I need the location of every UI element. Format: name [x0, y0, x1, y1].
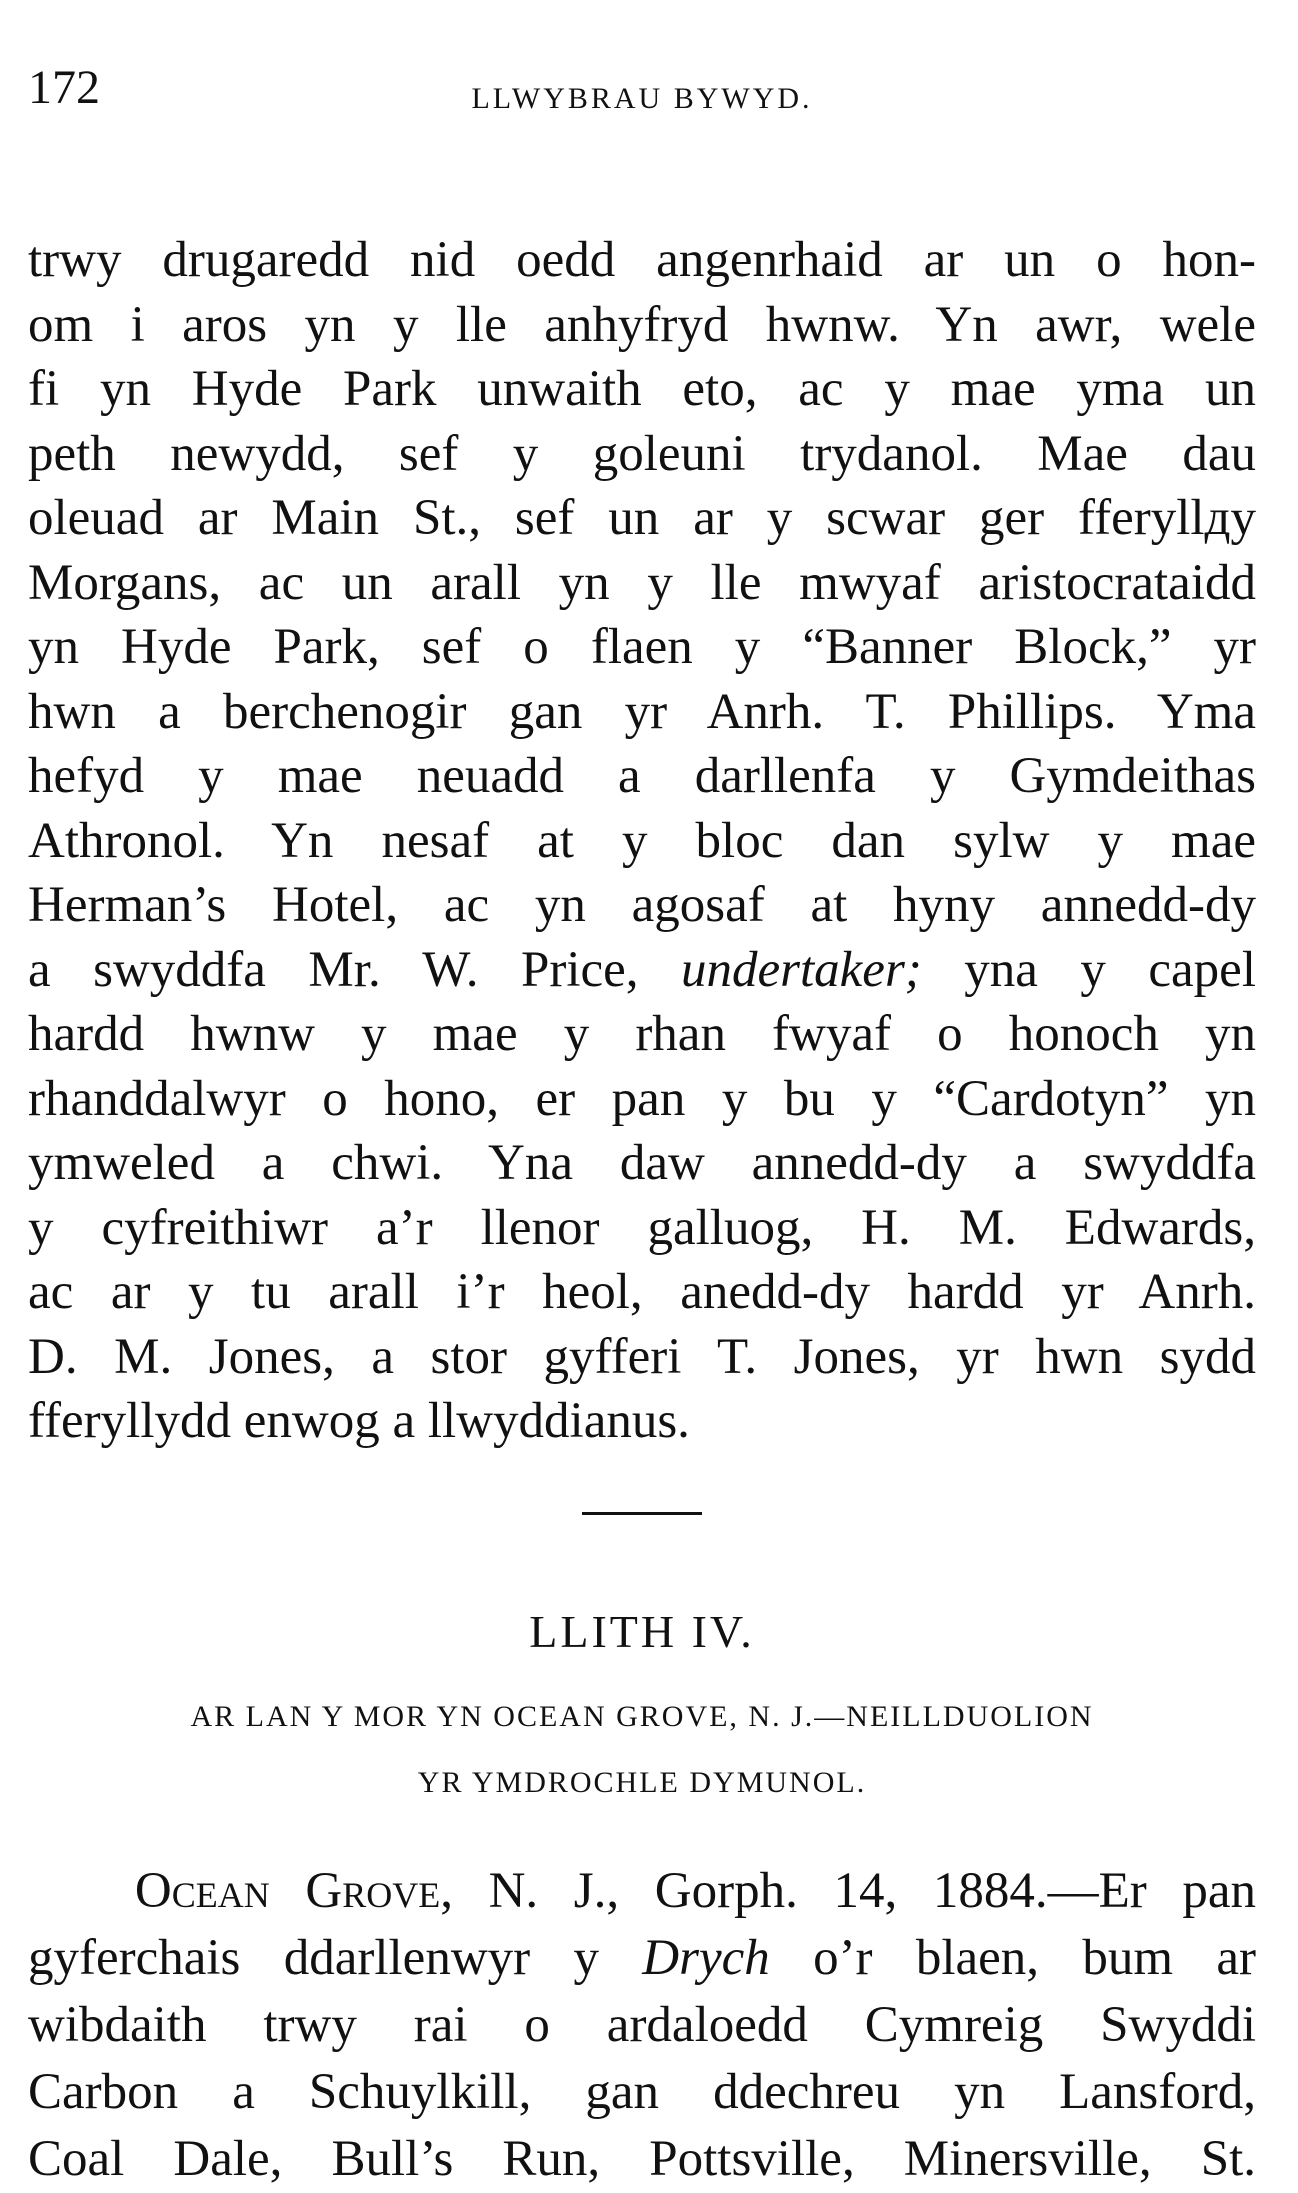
- text-line: trwy drugaredd nid oedd angenrhaid ar un o hon-: [28, 232, 1256, 288]
- lead-smallcaps: Ocean Grove,: [134, 1862, 453, 1919]
- text-line: Coal Dale, Bull’s Run, Pottsville, Minersville, St.: [28, 2130, 1256, 2187]
- line-segment: a swyddfa Mr. W. Price,: [28, 941, 639, 998]
- line-segment: yna y capel: [964, 941, 1256, 998]
- text-line: ymweled a chwi. Yna daw annedd-dy a swyddfa: [28, 1135, 1256, 1191]
- text-line: yn Hyde Park, sef o flaen y “Banner Block,” yr: [28, 619, 1256, 675]
- line-segment: gyferchais ddarllenwyr y: [28, 1929, 599, 1986]
- line-segment: o’r blaen, bum ar: [813, 1929, 1256, 1986]
- paragraph-1: [28, 228, 1256, 1454]
- section-divider: [582, 1512, 702, 1515]
- text-line: wibdaith trwy rai o ardaloedd Cymreig Swyddi: [28, 1996, 1256, 2053]
- book-page: [28, 60, 1256, 2193]
- text-line: hwn a berchenogir gan yr Anrh. T. Phillips. Yma: [28, 683, 1256, 740]
- text-line: y cyfreithiwr a’r llenor galluog, H. M. Edwards,: [28, 1199, 1256, 1256]
- text-line: Athronol. Yn nesaf at y bloc dan sylw y mae: [28, 812, 1256, 869]
- text-line: Herman’s Hotel, ac yn agosaf at hyny annedd-dy: [28, 877, 1256, 933]
- text-line: fi yn Hyde Park unwaith eto, ac y mae yma un: [28, 361, 1256, 417]
- text-line: [28, 938, 1256, 1003]
- subtitle-line: YR YMDROCHLE DYMUNOL.: [417, 1765, 867, 1799]
- text-line: oleuad ar Main St., sef un ar y scwar ger fferyllдy: [28, 490, 1256, 546]
- page-number: 172: [28, 61, 100, 114]
- text-line: [28, 1925, 1256, 1992]
- text-line: hefyd y mae neuadd a darllenfa y Gymdeithas: [28, 748, 1256, 804]
- text-line: D. M. Jones, a stor gyfferi T. Jones, yr hwn sydd: [28, 1328, 1256, 1385]
- text-line: peth newydd, sef y goleuni trydanol. Mae dau: [28, 425, 1256, 482]
- text-line: Carbon a Schuylkill, gan ddechreu yn Lansford,: [28, 2063, 1256, 2120]
- chapter-title: LLITH IV.: [529, 1605, 755, 1657]
- line-segment: N. J., Gorph. 14, 1884.—Er pan: [488, 1862, 1257, 1919]
- running-title: LLWYBRAU BYWYD.: [471, 82, 813, 115]
- text-line: Morgans, ac un arall yn y lle mwyaf aristocrataidd: [28, 554, 1256, 611]
- text-line: ac ar y tu arall i’r heol, anedd-dy hardd yr Anrh.: [28, 1264, 1256, 1320]
- chapter-subtitle: [28, 1684, 1256, 1816]
- running-head: [28, 60, 1256, 140]
- italic-word: Drych: [642, 1929, 770, 1986]
- text-line: hardd hwnw y mae y rhan fwyaf o honoch yn: [28, 1006, 1256, 1062]
- paragraph-2: [28, 1858, 1256, 2193]
- text-line: [28, 1858, 1256, 1925]
- text-line: rhanddalwyr o hono, er pan y bu y “Cardotyn” yn: [28, 1070, 1256, 1127]
- text-line: fferyllydd enwog a llwyddianus.: [28, 1393, 690, 1449]
- subtitle-line: AR LAN Y MOR YN OCEAN GROVE, N. J.—NEILLDUOLION: [190, 1699, 1094, 1733]
- italic-word: undertaker;: [681, 941, 922, 998]
- text-line: om i aros yn y lle anhyfryd hwnw. Yn awr, wele: [28, 296, 1256, 353]
